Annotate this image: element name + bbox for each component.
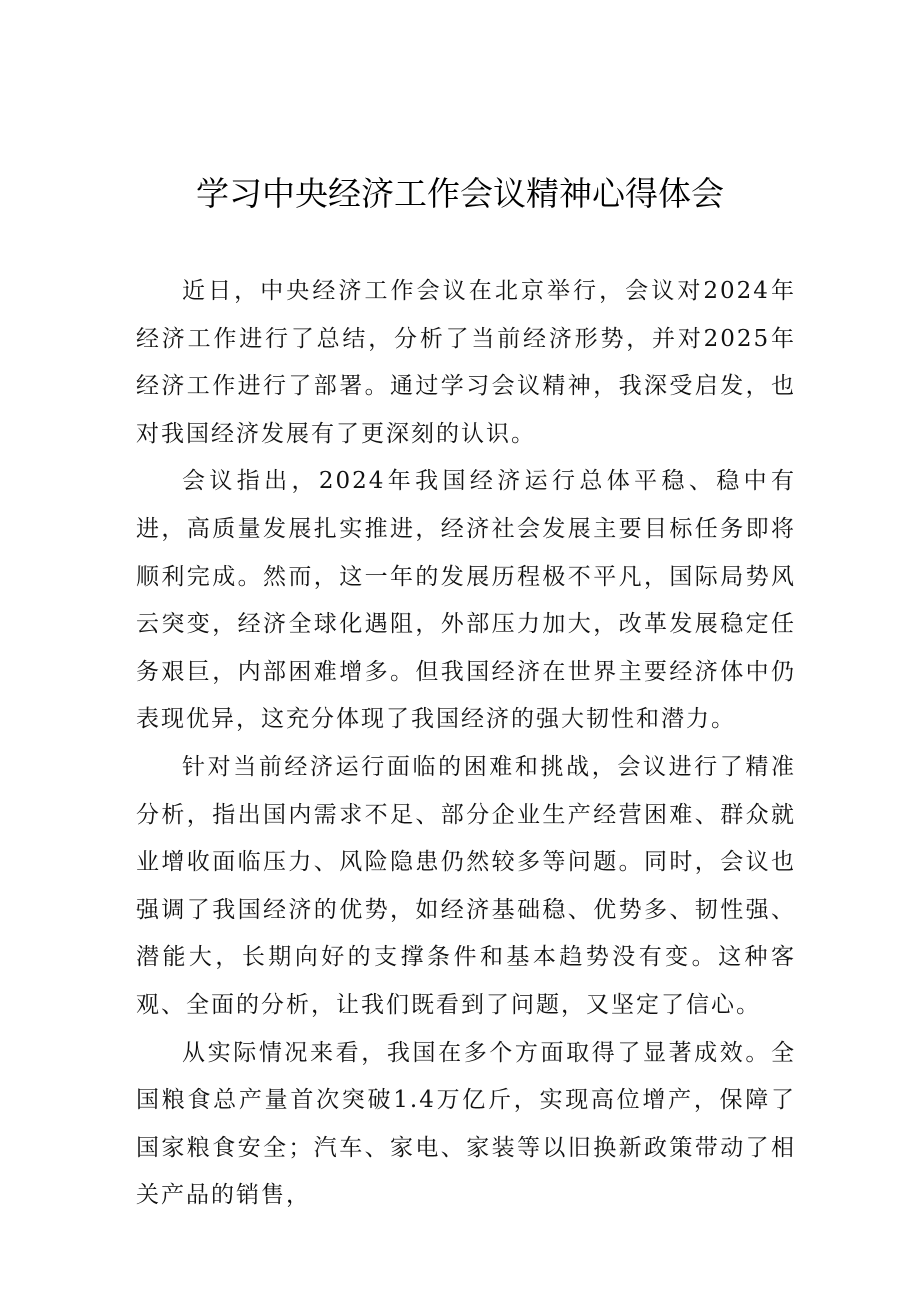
paragraph-1: 近日，中央经济工作会议在北京举行，会议对2024年经济工作进行了总结，分析了当前经济形势，并对2025年经济工作进行了部署。通过学习会议精神，我深受启发，也对我国经济发展有了更深刻的认识。 <box>136 278 796 447</box>
document-body <box>136 268 796 1220</box>
document-title: 学习中央经济工作会议精神心得体会 <box>196 174 724 213</box>
paragraph-3: 针对当前经济运行面临的困难和挑战，会议进行了精准分析，指出国内需求不足、部分企业生产经营困难、群众就业增收面临压力、风险隐患仍然较多等问题。同时，会议也强调了我国经济的优势，如经济基础稳、优势多、韧性强、潜能大，长期向好的支撑条件和基本趋势没有变。这种客观、全面的分析，让我们既看到了问题，又坚定了信心。 <box>136 753 796 1018</box>
paragraph-2: 会议指出，2024年我国经济运行总体平稳、稳中有进，高质量发展扎实推进，经济社会发展主要目标任务即将顺利完成。然而，这一年的发展历程极不平凡，国际局势风云突变，经济全球化遇阻，外部压力加大，改革发展稳定任务艰巨，内部困难增多。但我国经济在世界主要经济体中仍表现优异，这充分体现了我国经济的强大韧性和潜力。 <box>136 468 796 733</box>
paragraph-4: 从实际情况来看，我国在多个方面取得了显著成效。全国粮食总产量首次突破1.4万亿斤，实现高位增产，保障了国家粮食安全；汽车、家电、家装等以旧换新政策带动了相关产品的销售， <box>136 1039 796 1209</box>
